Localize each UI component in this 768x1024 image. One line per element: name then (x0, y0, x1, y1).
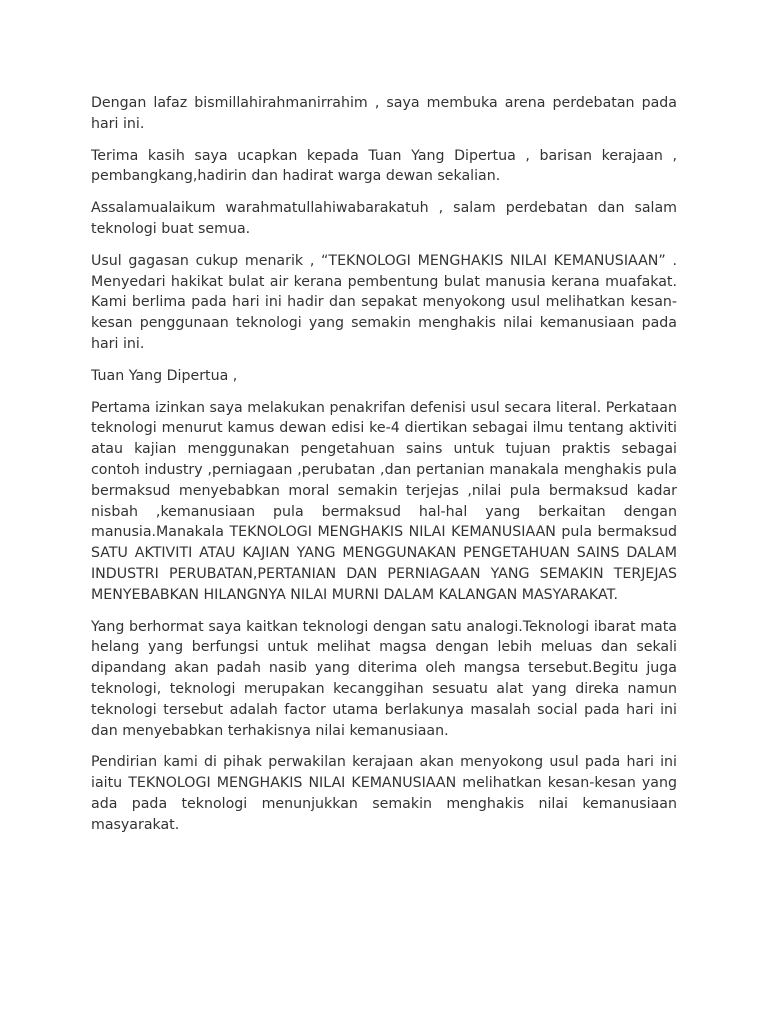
paragraph-motion: Usul gagasan cukup menarik , “TEKNOLOGI MENGHAKIS NILAI KEMANUSIAAN” . Menyedari hakikat bulat air kerana pembentung bulat manusia kerana muafakat. Kami berlima pada hari ini hadir dan sepakat menyokong usul melihatkan kesan-kesan penggunaan teknologi yang semakin menghakis nilai kemanusiaan pada hari ini. (91, 252, 677, 352)
document-page (91, 93, 677, 847)
paragraph-analogy: Yang berhormat saya kaitkan teknologi dengan satu analogi.Teknologi ibarat mata helang yang berfungsi untuk melihat magsa dengan lebih meluas dan sekali dipandang akan padah nasib yang diterima oleh mangsa tersebut.Begitu juga teknologi, teknologi merupakan kecanggihan sesuatu alat yang direka namun teknologi tersebut adalah factor utama berlakunya masalah social pada hari ini dan menyebabkan terhakisnya nilai kemanusiaan. (91, 618, 677, 739)
paragraph-opening: Dengan lafaz bismillahirahmanirrahim , saya membuka arena perdebatan pada hari ini. (91, 95, 677, 132)
paragraph-stance: Pendirian kami di pihak perwakilan kerajaan akan menyokong usul pada hari ini iaitu TEKNOLOGI MENGHAKIS NILAI KEMANUSIAAN melihatkan kesan-kesan yang ada pada teknologi menunjukkan semakin menghakis nilai kemanusiaan masyarakat. (91, 754, 677, 833)
paragraph-thanks: Terima kasih saya ucapkan kepada Tuan Yang Dipertua , barisan kerajaan , pembangkang,hadirin dan hadirat warga dewan sekalian. (91, 147, 677, 185)
paragraph-definition: Pertama izinkan saya melakukan penakrifan defenisi usul secara literal. Perkataan teknologi menurut kamus dewan edisi ke-4 diertikan sebagai ilmu tentang aktiviti atau kajian menggunakan pengetahuan sains untuk tujuan praktis sebagai contoh industry ,perniagaan ,perubatan ,dan pertanian manakala menghakis pula bermaksud menyebabkan moral semakin terjejas ,nilai pula bermaksud kadar nisbah ,kemanusiaan pula bermaksud hal-hal yang berkaitan dengan manusia.Manakala TEKNOLOGI MENGHAKIS NILAI KEMANUSIAAN pula bermaksud SATU AKTIVITI ATAU KAJIAN YANG MENGGUNAKAN PENGETAHUAN SAINS DALAM INDUSTRI PERUBATAN,PERTANIAN DAN PERNIAGAAN YANG SEMAKIN TERJEJAS MENYEBABKAN HILANGNYA NILAI MURNI DALAM KALANGAN MASYARAKAT. (91, 399, 677, 603)
paragraph-greeting: Assalamualaikum warahmatullahiwabarakatuh , salam perdebatan dan salam teknologi buat semua. (91, 200, 677, 237)
paragraph-address: Tuan Yang Dipertua , (91, 367, 238, 384)
